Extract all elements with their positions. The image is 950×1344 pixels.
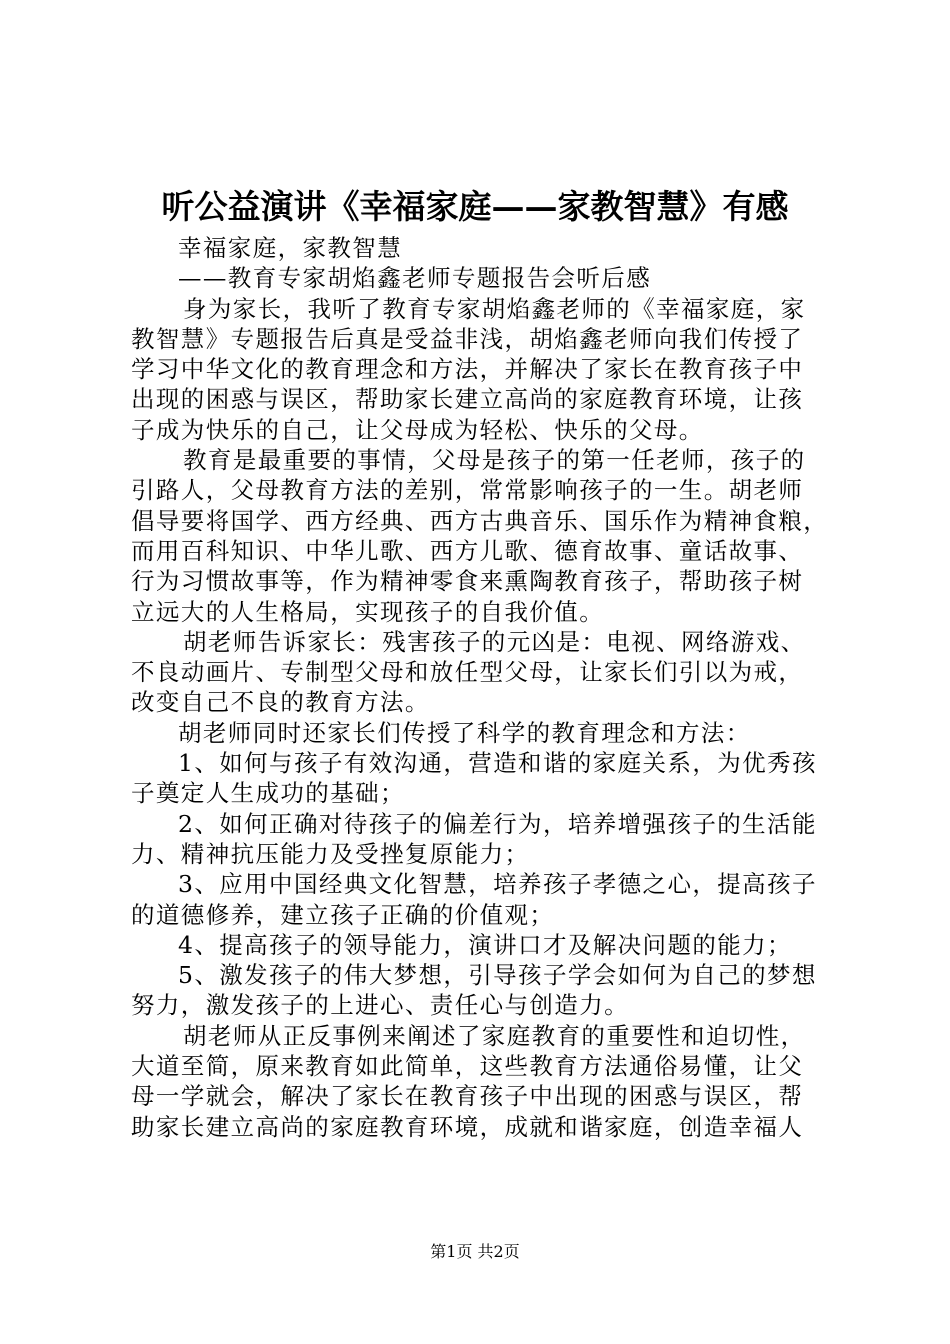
body-line: 不良动画片、专制型父母和放任型父母，让家长们引以为戒， bbox=[131, 658, 804, 687]
body-line: 母一学就会，解决了家长在教育孩子中出现的困惑与误区，帮 bbox=[131, 1082, 804, 1111]
body-line: 助家长建立高尚的家庭教育环境，成就和谐家庭，创造幸福人 bbox=[131, 1112, 804, 1141]
body-line: 5、激发孩子的伟大梦想，引导孩子学会如何为自己的梦想 bbox=[178, 961, 817, 990]
page-footer: 第1页 共2页 bbox=[430, 1242, 520, 1261]
body-line: 4、提高孩子的领导能力，演讲口才及解决问题的能力； bbox=[178, 930, 792, 959]
document-title: 听公益演讲《幸福家庭——家教智慧》有感 bbox=[161, 187, 789, 226]
body-line: 倡导要将国学、西方经典、西方古典音乐、国乐作为精神食粮， bbox=[131, 506, 829, 535]
body-line: 引路人，父母教育方法的差别，常常影响孩子的一生。胡老师 bbox=[131, 476, 804, 505]
body-line: 教智慧》专题报告后真是受益非浅，胡焰鑫老师向我们传授了 bbox=[131, 324, 804, 353]
body-line: ——教育专家胡焰鑫老师专题报告会听后感 bbox=[178, 264, 652, 293]
body-line: 而用百科知识、中华儿歌、西方儿歌、德育故事、童话故事、 bbox=[131, 536, 804, 565]
body-line: 力、精神抗压能力及受挫复原能力； bbox=[131, 839, 530, 868]
body-line: 大道至简，原来教育如此简单，这些教育方法通俗易懂，让父 bbox=[131, 1052, 804, 1081]
body-line: 努力，激发孩子的上进心、责任心与创造力。 bbox=[131, 991, 629, 1020]
body-line: 胡老师告诉家长：残害孩子的元凶是：电视、网络游戏、 bbox=[183, 627, 806, 656]
body-line: 幸福家庭，家教智慧 bbox=[178, 234, 403, 262]
body-line: 出现的困惑与误区，帮助家长建立高尚的家庭教育环境，让孩 bbox=[131, 385, 804, 414]
body-line: 教育是最重要的事情，父母是孩子的第一任老师，孩子的 bbox=[183, 446, 806, 475]
body-line: 身为家长，我听了教育专家胡焰鑫老师的《幸福家庭，家 bbox=[183, 294, 806, 323]
body-line: 立远大的人生格局，实现孩子的自我价值。 bbox=[131, 597, 605, 626]
body-line: 胡老师从正反事例来阐述了家庭教育的重要性和迫切性， bbox=[183, 1021, 806, 1050]
body-line: 胡老师同时还家长们传授了科学的教育理念和方法： bbox=[178, 718, 751, 747]
body-line: 子成为快乐的自己，让父母成为轻松、快乐的父母。 bbox=[131, 415, 704, 444]
document-body bbox=[131, 233, 831, 1142]
body-line: 学习中华文化的教育理念和方法，并解决了家长在教育孩子中 bbox=[131, 355, 804, 384]
body-line: 2、如何正确对待孩子的偏差行为，培养增强孩子的生活能 bbox=[178, 809, 817, 838]
body-line: 1、如何与孩子有效沟通，营造和谐的家庭关系，为优秀孩 bbox=[178, 749, 817, 778]
body-line: 3、应用中国经典文化智慧，培养孩子孝德之心，提高孩子 bbox=[178, 870, 817, 899]
body-line: 子奠定人生成功的基础； bbox=[131, 779, 405, 808]
body-line: 行为习惯故事等，作为精神零食来熏陶教育孩子，帮助孩子树 bbox=[131, 567, 804, 596]
body-line: 改变自己不良的教育方法。 bbox=[131, 688, 430, 717]
body-line: 的道德修养，建立孩子正确的价值观； bbox=[131, 900, 555, 929]
